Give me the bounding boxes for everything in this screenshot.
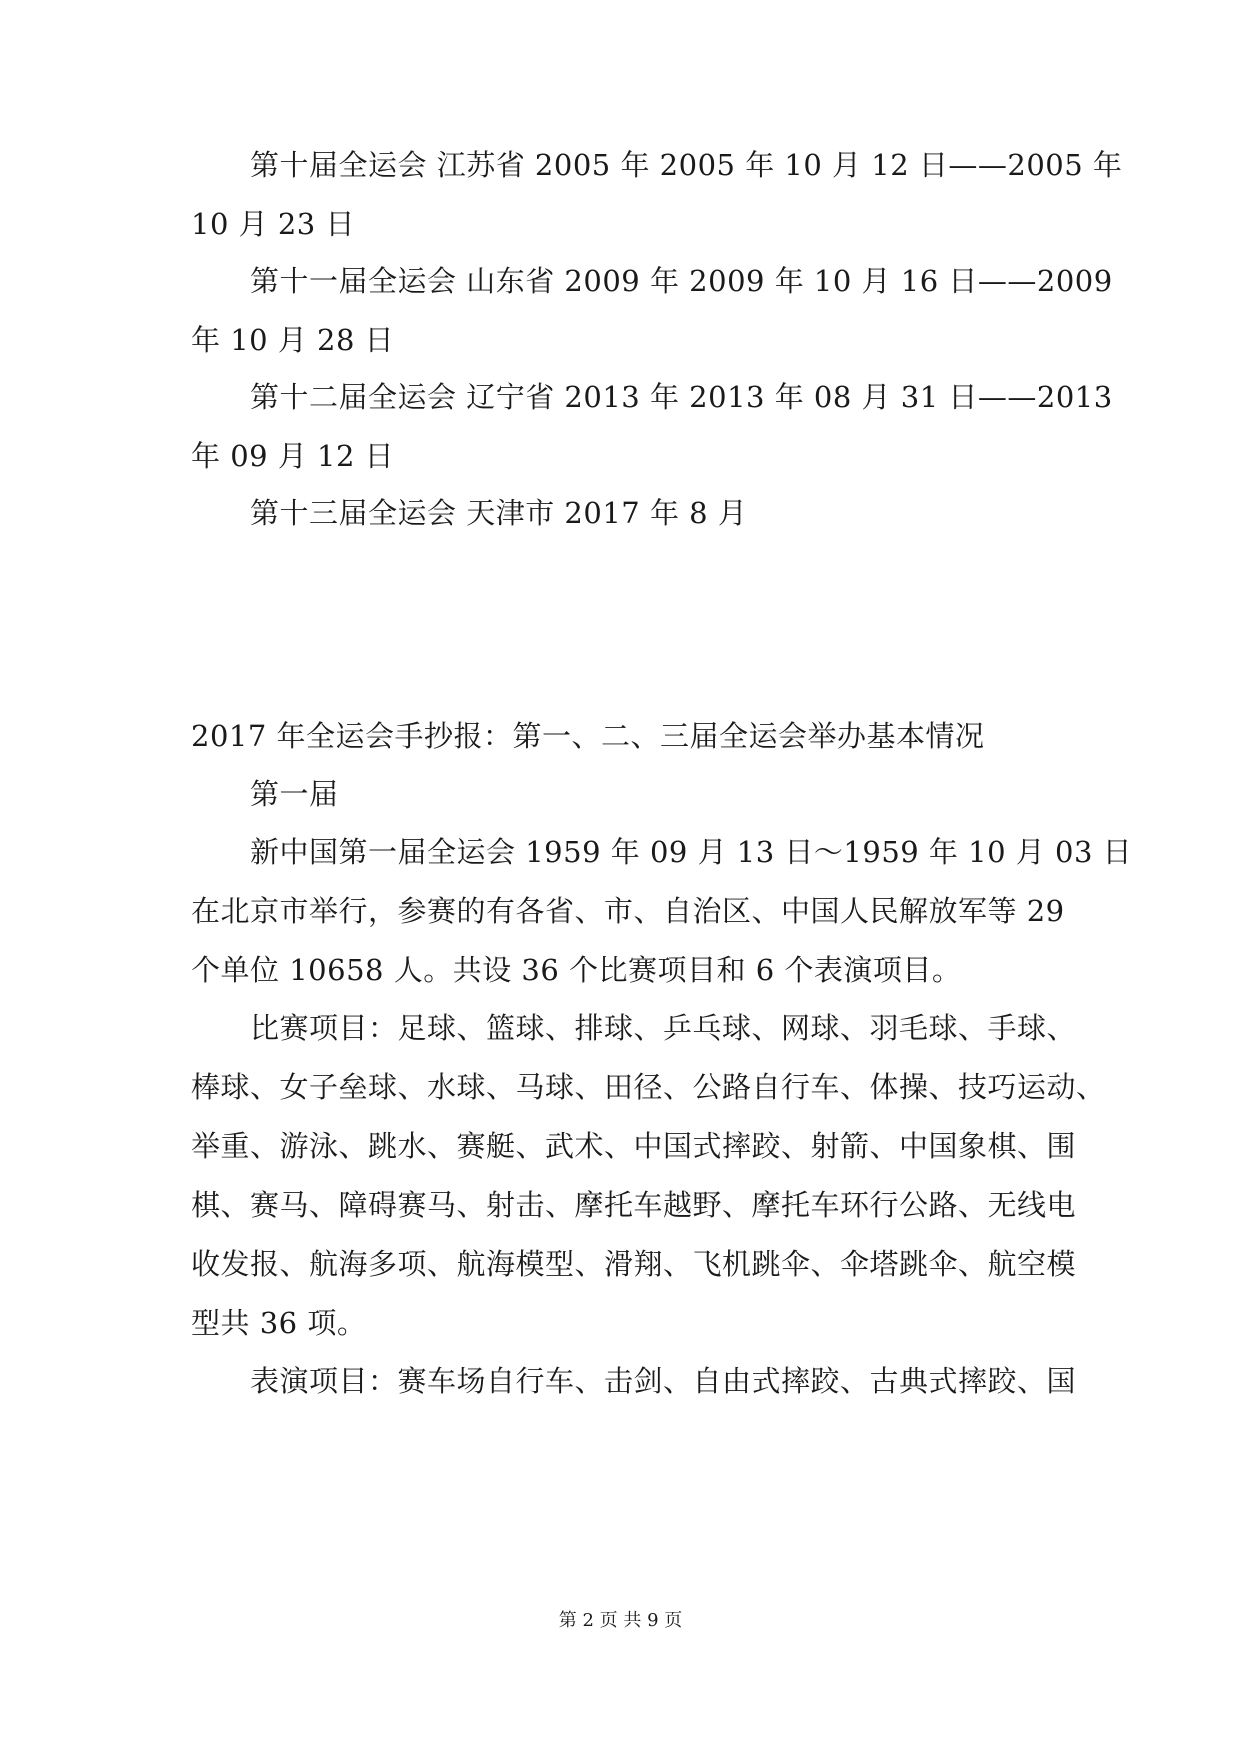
paragraph-line: 型共 36 项。 bbox=[191, 1306, 367, 1340]
paragraph-line: 新中国第一届全运会 1959 年 09 月 13 日～1959 年 10 月 03 日 bbox=[250, 835, 1133, 869]
paragraph-line: 表演项目：赛车场自行车、击剑、自由式摔跤、古典式摔跤、国 bbox=[250, 1364, 1077, 1398]
subsection-heading: 第一届 bbox=[250, 777, 339, 811]
paragraph-line: 第十二届全运会 辽宁省 2013 年 2013 年 08 月 31 日——2013 bbox=[250, 380, 1113, 414]
paragraph-line: 比赛项目：足球、篮球、排球、乒乓球、网球、羽毛球、手球、 bbox=[250, 1011, 1077, 1045]
paragraph-line: 年 10 月 28 日 bbox=[191, 323, 395, 357]
paragraph-line: 收发报、航海多项、航海模型、滑翔、飞机跳伞、伞塔跳伞、航空模 bbox=[191, 1247, 1077, 1281]
paragraph-line: 在北京市举行，参赛的有各省、市、自治区、中国人民解放军等 29 bbox=[191, 894, 1065, 928]
paragraph-line: 举重、游泳、跳水、赛艇、武术、中国式摔跤、射箭、中国象棋、围 bbox=[191, 1129, 1077, 1163]
paragraph-line: 第十一届全运会 山东省 2009 年 2009 年 10 月 16 日——2009 bbox=[250, 264, 1113, 298]
paragraph-line: 棋、赛马、障碍赛马、射击、摩托车越野、摩托车环行公路、无线电 bbox=[191, 1188, 1077, 1222]
paragraph-line: 年 09 月 12 日 bbox=[191, 439, 395, 473]
paragraph-line: 个单位 10658 人。共设 36 个比赛项目和 6 个表演项目。 bbox=[191, 953, 962, 987]
page-number: 第 2 页 共 9 页 bbox=[558, 1610, 683, 1631]
paragraph-line: 10 月 23 日 bbox=[191, 207, 355, 241]
section-heading: 2017 年全运会手抄报：第一、二、三届全运会举办基本情况 bbox=[191, 719, 985, 753]
paragraph-line: 第十届全运会 江苏省 2005 年 2005 年 10 月 12 日——2005 年 bbox=[250, 148, 1123, 182]
paragraph-line: 第十三届全运会 天津市 2017 年 8 月 bbox=[250, 496, 748, 530]
paragraph-line: 棒球、女子垒球、水球、马球、田径、公路自行车、体操、技巧运动、 bbox=[191, 1070, 1106, 1104]
